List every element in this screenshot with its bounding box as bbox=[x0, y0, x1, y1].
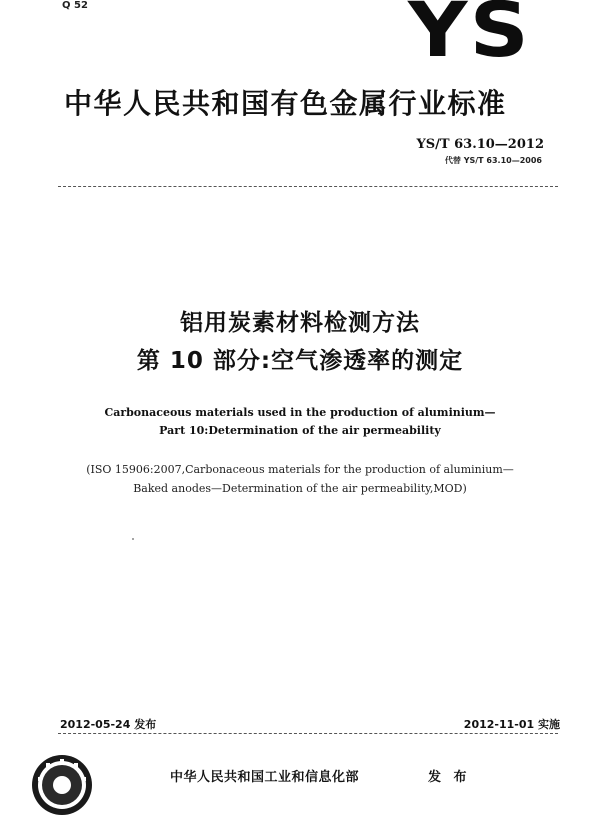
standard-number: YS/T 63.10—2012 bbox=[416, 137, 544, 152]
issue-date: 2012-05-24 发布 bbox=[60, 718, 157, 731]
title-english-line2: Part 10:Determination of the air permeability bbox=[159, 424, 441, 437]
ys-logo: YS bbox=[408, 0, 531, 74]
publish-label: 发 布 bbox=[428, 770, 471, 785]
title-english-line1: Carbonaceous materials used in the production of aluminium— bbox=[104, 406, 496, 419]
implementation-date: 2012-11-01 实施 bbox=[463, 718, 560, 731]
iso-reference-line2: Baked anodes—Determination of the air permeability,MOD) bbox=[133, 482, 467, 495]
title-chinese-line2: 第 10 部分:空气渗透率的测定 bbox=[136, 348, 464, 374]
ministry-seal-icon bbox=[30, 753, 94, 817]
publisher-name: 中华人民共和国工业和信息化部 bbox=[170, 770, 360, 785]
iso-reference-line1: (ISO 15906:2007,Carbonaceous materials for the production of aluminium— bbox=[86, 463, 514, 476]
ics-code: Q 52 bbox=[62, 0, 88, 11]
standard-category-title: 中华人民共和国有色金属行业标准 bbox=[64, 87, 507, 120]
title-chinese-line1: 铝用炭素材料检测方法 bbox=[180, 310, 420, 336]
scan-speck bbox=[132, 538, 134, 540]
header-divider bbox=[58, 186, 558, 187]
replaces-standard: 代替 YS/T 63.10—2006 bbox=[444, 156, 542, 165]
footer-divider bbox=[58, 733, 558, 734]
